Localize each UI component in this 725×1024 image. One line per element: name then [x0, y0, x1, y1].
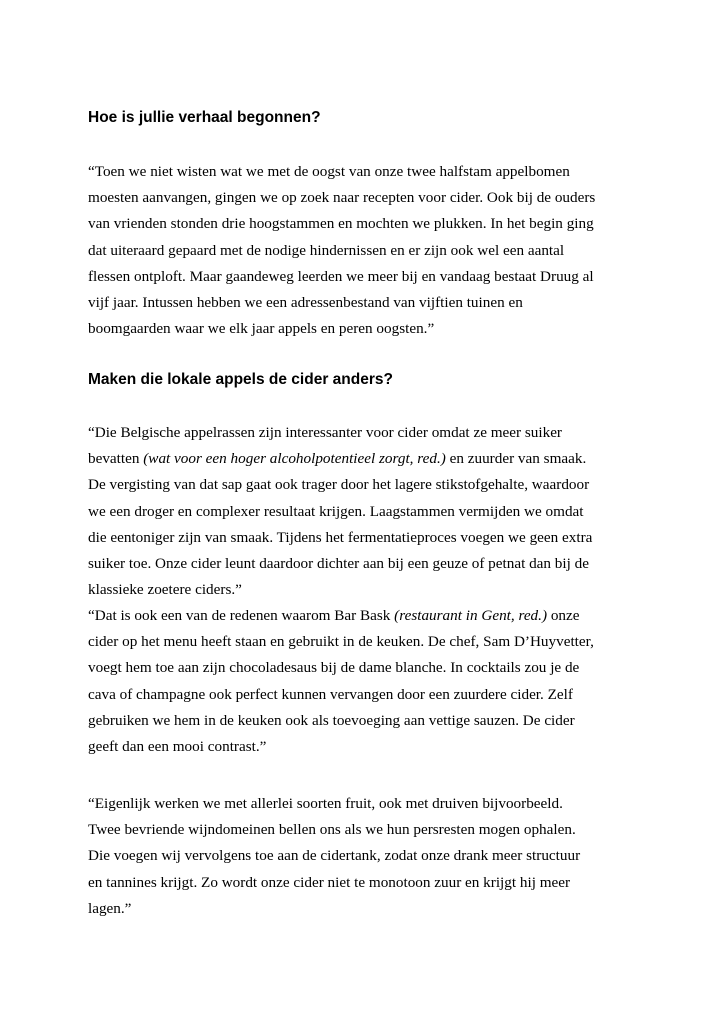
text-segment: onze: [547, 607, 580, 624]
paragraph-fruit: [88, 791, 648, 922]
text-line: lagen.”: [88, 899, 132, 917]
editorial-note: (wat voor een hoger alcoholpotentieel zorgt, red.): [143, 450, 446, 468]
text-line: boomgaarden waar we elk jaar appels en peren oogsten.”: [88, 320, 435, 338]
text-segment: bevatten: [88, 450, 144, 468]
section-heading-origin: Hoe is jullie verhaal begonnen?: [88, 109, 321, 126]
text-line: “Toen we niet wisten wat we met de oogst van onze twee halfstam appelbomen: [88, 163, 570, 180]
text-segment: “Dat is ook een van de redenen waarom Bar Bask: [88, 607, 395, 624]
text-line: suiker toe. Onze cider leunt daardoor dichter aan bij een geuze of petnat dan bij de: [88, 555, 589, 573]
text-line: van vrienden stonden drie hoogstammen en mochten we plukken. In het begin ging: [88, 215, 594, 233]
text-line: klassieke zoetere ciders.”: [88, 581, 242, 599]
section-heading-local-apples: Maken die lokale appels de cider anders?: [88, 371, 393, 388]
paragraph-origin-story: [88, 159, 648, 342]
text-line: [88, 603, 648, 629]
editorial-note: (restaurant in Gent, red.): [394, 607, 548, 624]
text-line: “Die Belgische appelrassen zijn interessanter voor cider omdat ze meer suiker: [88, 424, 562, 441]
text-segment: en zuurder van smaak.: [445, 450, 587, 468]
text-line: gebruiken we hem in de keuken ook als toevoeging aan vettige sauzen. De cider: [88, 711, 575, 729]
paragraph-bar-bask: [88, 603, 648, 760]
text-line: “Eigenlijk werken we met allerlei soorten fruit, ook met druiven bijvoorbeeld.: [88, 795, 563, 812]
text-line: cider op het menu heeft staan en gebruikt in de keuken. De chef, Sam D’Huyvetter,: [88, 633, 594, 651]
text-line: cava of champagne ook perfect kunnen vervangen door een zuurdere cider. Zelf: [88, 685, 573, 703]
text-line: geeft dan een mooi contrast.”: [88, 738, 267, 756]
text-line: [88, 446, 648, 472]
text-line: Die voegen wij vervolgens toe aan de cidertank, zodat onze drank meer structuur: [88, 847, 581, 865]
text-line: we een droger en complexer resultaat krijgen. Laagstammen vermijden we omdat: [88, 502, 584, 520]
text-line: vijf jaar. Intussen hebben we een adressenbestand van vijftien tuinen en: [88, 294, 523, 312]
text-line: voegt hem toe aan zijn chocoladesaus bij de dame blanche. In cocktails zou je de: [88, 659, 580, 677]
text-line: Twee bevriende wijndomeinen bellen ons als we hun persresten mogen ophalen.: [88, 821, 576, 839]
text-line: dat uiteraard gepaard met de nodige hindernissen en er zijn ook wel een aantal: [88, 241, 565, 259]
paragraph-belgian-apples: [88, 420, 648, 603]
text-line: flessen ontploft. Maar gaandeweg leerden we meer bij en vandaag bestaat Druug al: [88, 267, 594, 285]
text-line: en tannines krijgt. Zo wordt onze cider niet te monotoon zuur en krijgt hij meer: [88, 873, 571, 891]
text-line: die eentoniger zijn van smaak. Tijdens het fermentatieproces voegen we geen extra: [88, 528, 593, 546]
text-line: moesten aanvangen, gingen we op zoek naar recepten voor cider. Ook bij de ouders: [88, 189, 596, 207]
text-line: De vergisting van dat sap gaat ook trager door het lagere stikstofgehalte, waardoor: [88, 476, 590, 494]
